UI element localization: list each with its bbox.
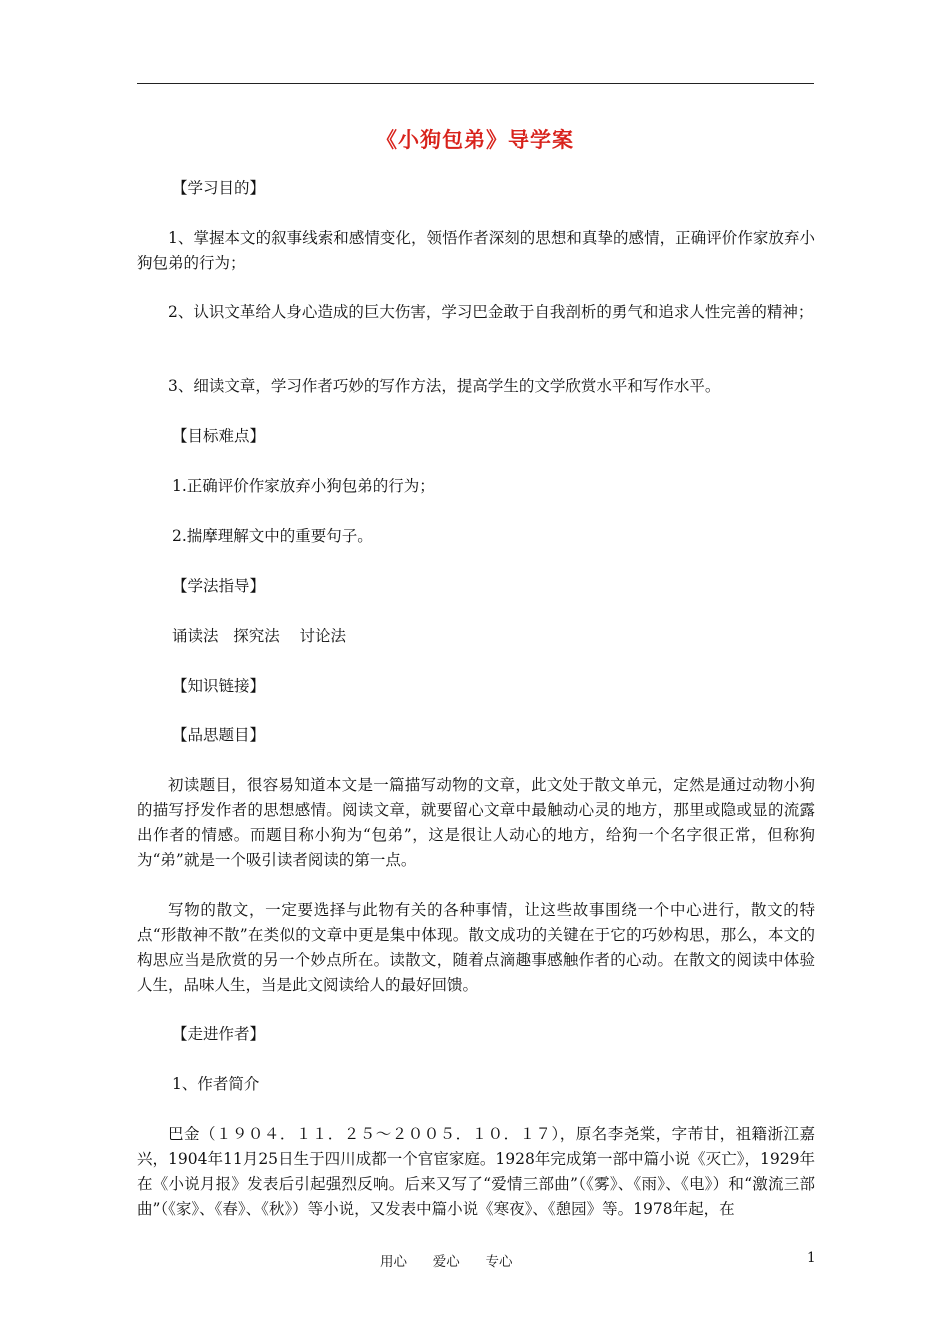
goal-3: 3、细读文章，学习作者巧妙的写作方法，提高学生的文学欣赏水平和写作水平。 (168, 377, 721, 395)
heading-author: 【走进作者】 (172, 1025, 266, 1043)
goal-2: 2、认识文革给人身心造成的巨大伤害，学习巴金敢于自我剖析的勇气和追求人性完善的精神； (168, 303, 814, 321)
document-title: 《小狗包弟》导学案 (376, 127, 574, 152)
goal-1: 1、掌握本文的叙事线索和感情变化，领悟作者深刻的思想和真挚的感情，正确评价作家放弃小狗包弟的行为； (137, 229, 815, 272)
page-number: 1 (807, 1250, 816, 1266)
footer-motto: 用心 爱心 专心 (380, 1254, 513, 1270)
heading-learning-goals: 【学习目的】 (172, 179, 266, 197)
heading-title-analysis: 【品思题目】 (172, 726, 266, 744)
method-text: 诵读法 探究法 讨论法 (172, 627, 346, 645)
header-rule (137, 83, 814, 84)
author-subheading: 1、作者简介 (172, 1075, 260, 1093)
difficulty-1: 1.正确评价作家放弃小狗包弟的行为； (172, 477, 435, 495)
analysis-paragraph-2: 写物的散文，一定要选择与此物有关的各种事情，让这些故事围绕一个中心进行，散文的特点“形散神不散”在类似的文章中更是集中体现。散文成功的关键在于它的巧妙构思，那么，本文的构思应当是欣赏的另一个妙点所在。读散文，随着点滴趣事感触作者的心动。在散文的阅读中体验人生，品味人生，当是此文阅读给人的最好回馈。 (137, 901, 815, 994)
author-paragraph: 巴金（１９０４．１１．２５～２００５．１０．１７），原名李尧棠，字芾甘，祖籍浙江嘉兴，1904年11月25日生于四川成都一个官宦家庭。1928年完成第一部中篇小说《灭亡》，1929年在《小说月报》发表后引起强烈反响。后来又写了“爱情三部曲”（《雾》、《雨》、《电》）和“激流三部曲”（《家》、《春》、《秋》）等小说，又发表中篇小说《寒夜》、《憩园》等。1978年起，在 (137, 1125, 815, 1218)
heading-knowledge-links: 【知识链接】 (172, 677, 266, 695)
difficulty-2: 2.揣摩理解文中的重要句子。 (172, 527, 373, 545)
heading-difficulties: 【目标难点】 (172, 427, 266, 445)
heading-method: 【学法指导】 (172, 577, 266, 595)
analysis-paragraph-1: 初读题目，很容易知道本文是一篇描写动物的文章，此文处于散文单元，定然是通过动物小狗的描写抒发作者的思想感情。阅读文章，就要留心文章中最触动心灵的地方，那里或隐或显的流露出作者的情感。而题目称小狗为“包弟”，这是很让人动心的地方，给狗一个名字很正常，但称狗为“弟”就是一个吸引读者阅读的第一点。 (137, 776, 815, 869)
